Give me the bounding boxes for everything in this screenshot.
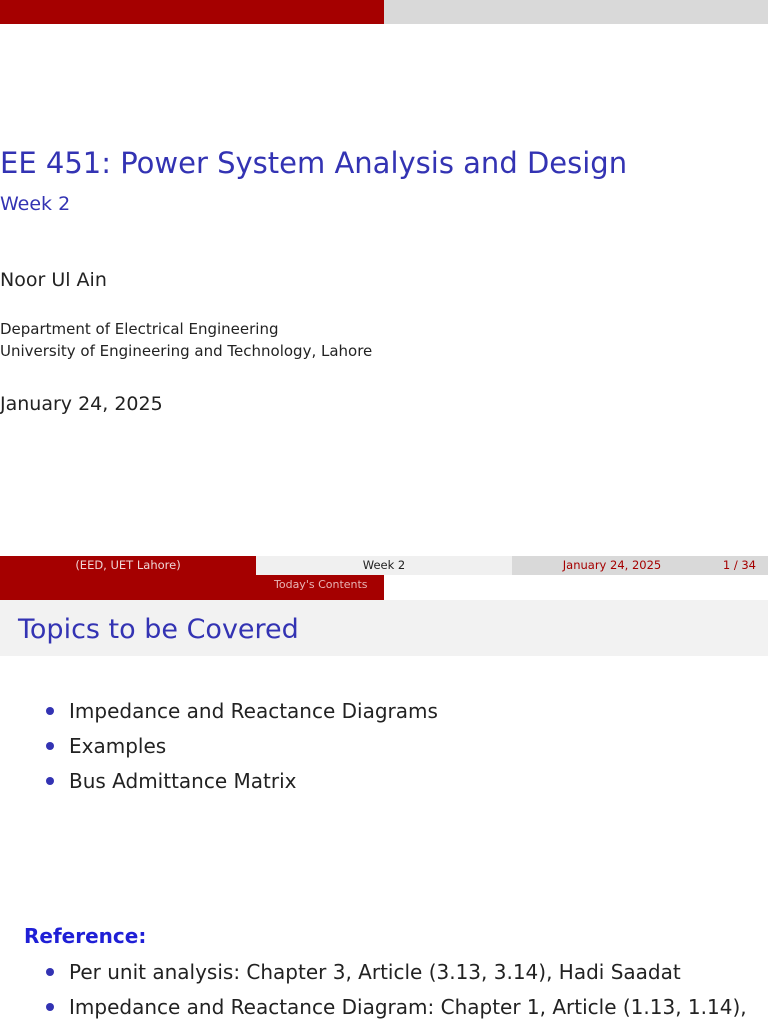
footer-institution: (EED, UET Lahore) xyxy=(0,556,256,575)
bullet-icon xyxy=(46,707,54,715)
topics-list xyxy=(46,697,438,802)
reference-heading: Reference: xyxy=(24,924,147,948)
bullet-icon xyxy=(46,1003,54,1011)
list-item xyxy=(46,697,438,732)
presentation-subtitle: Week 2 xyxy=(0,193,71,215)
header-bar-right xyxy=(384,0,768,24)
topic-text: Examples xyxy=(69,734,167,758)
footer-right-panel xyxy=(512,556,768,575)
presentation-title: EE 451: Power System Analysis and Design xyxy=(0,146,628,180)
frame-title-bar xyxy=(0,600,768,656)
reference-text: Impedance and Reactance Diagram: Chapter 1, Article (1.13, 1.14), xyxy=(69,995,747,1019)
institution-department: Department of Electrical Engineering xyxy=(0,320,279,338)
author-name: Noor Ul Ain xyxy=(0,269,107,291)
section-navigation xyxy=(0,575,768,600)
slide-footer xyxy=(0,556,768,575)
bullet-icon xyxy=(46,777,54,785)
reference-text: Per unit analysis: Chapter 3, Article (3.13, 3.14), Hadi Saadat xyxy=(69,960,681,984)
bullet-icon xyxy=(46,742,54,750)
list-item xyxy=(46,958,768,993)
section-nav-right xyxy=(384,575,768,600)
references-list xyxy=(46,958,768,1028)
footer-page-number: 1 / 34 xyxy=(722,558,756,572)
section-nav-item-todays-contents[interactable]: Today's Contents xyxy=(274,578,368,591)
list-item xyxy=(46,993,768,1028)
footer-title: Week 2 xyxy=(256,556,512,575)
list-item xyxy=(46,732,438,767)
footer-date: January 24, 2025 xyxy=(562,558,662,572)
list-item xyxy=(46,767,438,802)
institution-university: University of Engineering and Technology, Lahore xyxy=(0,342,373,360)
header-bar-left xyxy=(0,0,384,24)
bullet-icon xyxy=(46,968,54,976)
topic-text: Bus Admittance Matrix xyxy=(69,769,297,793)
frame-title: Topics to be Covered xyxy=(18,614,299,645)
presentation-date: January 24, 2025 xyxy=(0,393,163,415)
topic-text: Impedance and Reactance Diagrams xyxy=(69,699,438,723)
